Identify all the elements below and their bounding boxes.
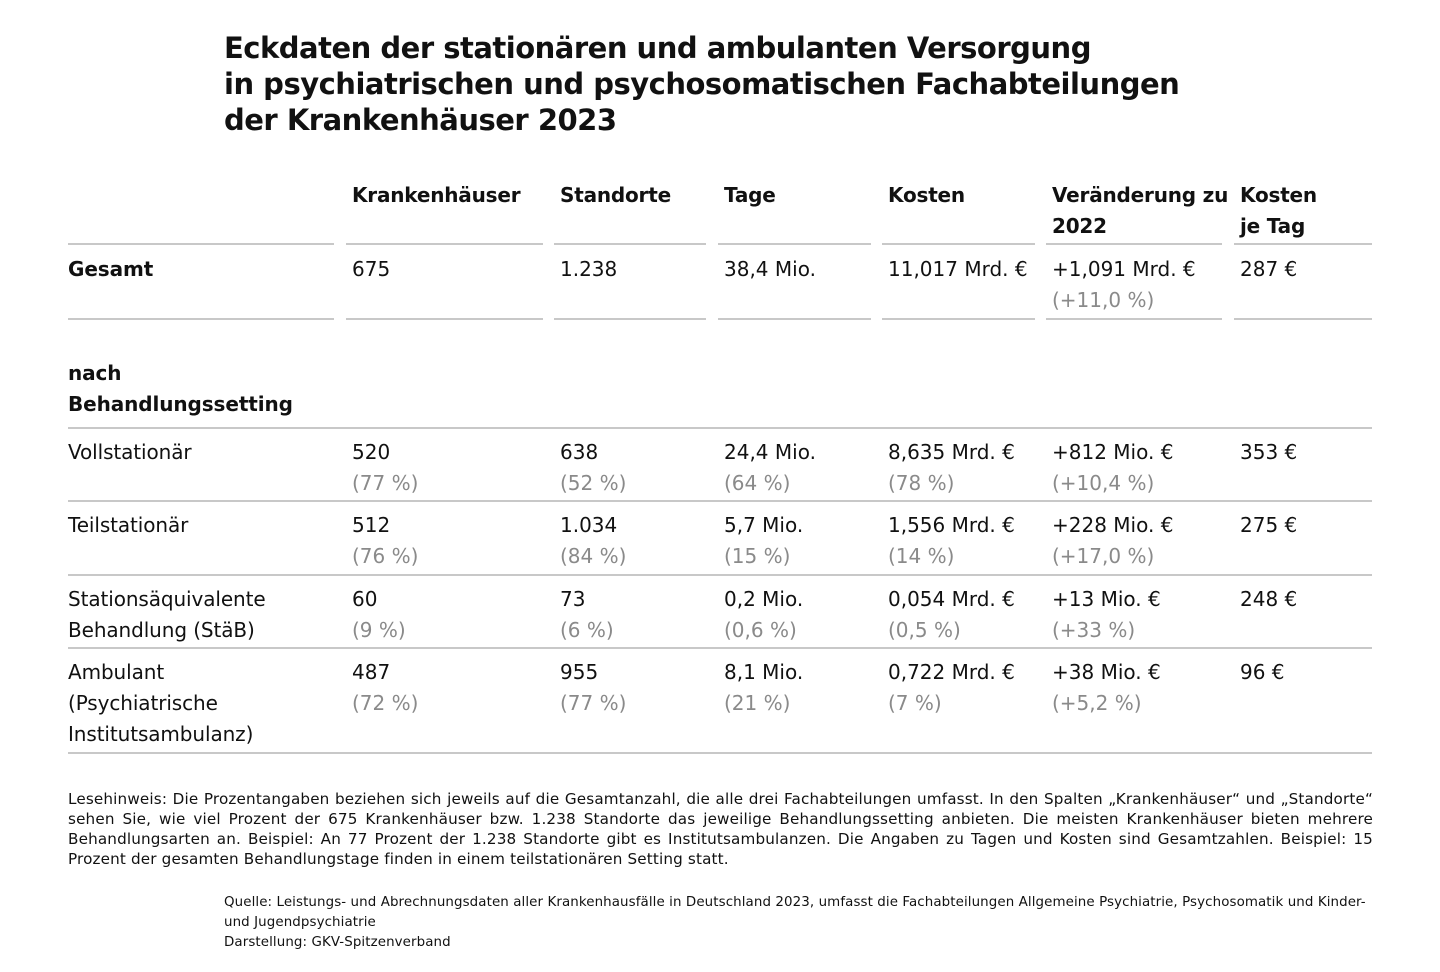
divider	[68, 500, 1372, 502]
section-label-line: nach	[68, 361, 122, 385]
cell-value: 1,556 Mrd. €	[888, 513, 1015, 537]
cell-tage: 38,4 Mio.	[724, 257, 816, 281]
header-tage: Tage	[724, 183, 776, 207]
cell-percent: (78 %)	[888, 471, 955, 495]
title-line: Eckdaten der stationären und ambulanten Versorgung	[224, 31, 1091, 65]
cell-percent: (+5,2 %)	[1052, 691, 1142, 715]
row-label-line: Vollstationär	[68, 440, 192, 464]
cell-kosten-je-tag: 248 €	[1240, 587, 1298, 611]
cell-krankenhaeuser	[352, 657, 418, 719]
cell-percent: (6 %)	[560, 618, 614, 642]
cell-percent: (77 %)	[352, 471, 419, 495]
cell-veraenderung	[1052, 657, 1161, 719]
cell-value: 60	[352, 587, 378, 611]
source-line: und Jugendpsychiatrie	[224, 915, 376, 930]
cell-percent: (77 %)	[560, 691, 627, 715]
divider	[68, 647, 1372, 649]
cell-kosten	[888, 657, 1015, 719]
cell-value: 24,4 Mio.	[724, 440, 816, 464]
cell-tage	[724, 584, 803, 646]
cell-value: +1,091 Mrd. €	[1052, 257, 1196, 281]
cell-veraenderung	[1052, 437, 1173, 499]
cell-value: 520	[352, 440, 391, 464]
header-krankenhaeuser: Krankenhäuser	[352, 183, 521, 207]
cell-value: 638	[560, 440, 599, 464]
section-label-line: Behandlungssetting	[68, 392, 293, 416]
divider	[718, 318, 871, 320]
divider	[1234, 243, 1372, 245]
divider	[346, 243, 543, 245]
cell-krankenhaeuser	[352, 437, 418, 499]
cell-value: +228 Mio. €	[1052, 513, 1174, 537]
cell-tage	[724, 657, 803, 719]
cell-krankenhaeuser	[352, 510, 418, 572]
cell-standorte	[560, 657, 626, 719]
cell-value: 487	[352, 660, 391, 684]
row-label-line: Institutsambulanz)	[68, 722, 254, 746]
cell-value: 8,635 Mrd. €	[888, 440, 1015, 464]
cell-percent: (9 %)	[352, 618, 406, 642]
cell-tage	[724, 510, 803, 572]
cell-kosten	[888, 510, 1015, 572]
cell-percent: (84 %)	[560, 544, 627, 568]
header-kosten-je-tag-line: je Tag	[1240, 214, 1306, 238]
cell-percent: (52 %)	[560, 471, 627, 495]
row-label-line: Behandlung (StäB)	[68, 618, 255, 642]
cell-percent: (+17,0 %)	[1052, 544, 1155, 568]
divider	[68, 243, 334, 245]
row-label	[68, 437, 192, 468]
divider	[346, 318, 543, 320]
header-kosten-je-tag	[1240, 180, 1317, 242]
cell-veraenderung	[1052, 584, 1161, 646]
cell-krankenhaeuser	[352, 584, 406, 646]
cell-percent: (+10,4 %)	[1052, 471, 1155, 495]
cell-veraenderung	[1052, 254, 1196, 316]
divider	[554, 318, 706, 320]
cell-percent: (15 %)	[724, 544, 791, 568]
title-line: der Krankenhäuser 2023	[224, 103, 617, 137]
cell-percent: (+33 %)	[1052, 618, 1136, 642]
divider	[882, 318, 1035, 320]
divider	[1234, 318, 1372, 320]
cell-percent: (21 %)	[724, 691, 791, 715]
cell-value: 1.034	[560, 513, 618, 537]
cell-percent: (0,6 %)	[724, 618, 797, 642]
divider	[68, 752, 1372, 754]
header-veraenderung	[1052, 180, 1228, 242]
cell-value: 955	[560, 660, 599, 684]
row-label-line: Stationsäquivalente	[68, 587, 266, 611]
cell-percent: (+11,0 %)	[1052, 288, 1155, 312]
cell-value: 512	[352, 513, 391, 537]
divider	[68, 427, 1372, 429]
header-veraenderung-line: Veränderung zu	[1052, 183, 1229, 207]
source-line: Darstellung: GKV-Spitzenverband	[224, 935, 451, 950]
cell-standorte	[560, 437, 626, 499]
cell-percent: (64 %)	[724, 471, 791, 495]
cell-percent: (7 %)	[888, 691, 942, 715]
source-credits	[224, 893, 1394, 953]
cell-percent: (76 %)	[352, 544, 419, 568]
divider	[882, 243, 1035, 245]
page-title	[224, 30, 1224, 138]
cell-percent: (0,5 %)	[888, 618, 961, 642]
divider	[1046, 318, 1222, 320]
cell-value: 0,2 Mio.	[724, 587, 804, 611]
header-veraenderung-line: 2022	[1052, 214, 1107, 238]
divider	[1046, 243, 1222, 245]
row-label-line: Teilstationär	[68, 513, 189, 537]
source-line: Quelle: Leistungs- und Abrechnungsdaten aller Krankenhausfälle in Deutschland 2023, umfasst die Fachabteilungen Allgemeine Psychiatrie, Psychosomatik und Kinder-	[224, 895, 1366, 910]
row-label	[68, 584, 266, 646]
cell-value: 0,054 Mrd. €	[888, 587, 1015, 611]
cell-standorte: 1.238	[560, 257, 618, 281]
divider	[68, 574, 1372, 576]
cell-value: +812 Mio. €	[1052, 440, 1174, 464]
cell-kosten	[888, 584, 1015, 646]
cell-standorte	[560, 510, 626, 572]
reading-note: Lesehinweis: Die Prozentangaben beziehen sich jeweils auf die Gesamtanzahl, die alle drei Fachabteilungen umfasst. In den Spalten „Krankenhäuser“ und „Standorte“ sehen Sie, wie viel Prozent der 675 Krankenhäuser bzw. 1.238 Standorte das jeweilige Behandlungssetting anbieten. Die meisten Krankenhäuser bieten mehrere Behandlungsarten an. Beispiel: An 77 Prozent der 1.238 Standorte gibt es Institutsambulanzen. Die Angaben zu Tagen und Kosten sind Gesamtzahlen. Beispiel: 15 Prozent der gesamten Behandlungstage finden in einem teilstationären Setting statt.	[68, 790, 1373, 868]
cell-kosten-je-tag: 96 €	[1240, 660, 1285, 684]
row-label	[68, 657, 253, 750]
header-kosten: Kosten	[888, 183, 965, 207]
cell-value: 0,722 Mrd. €	[888, 660, 1015, 684]
row-label-line: Ambulant	[68, 660, 165, 684]
cell-percent: (14 %)	[888, 544, 955, 568]
cell-kosten-je-tag: 275 €	[1240, 513, 1298, 537]
section-label	[68, 358, 293, 420]
cell-value: 8,1 Mio.	[724, 660, 804, 684]
divider	[718, 243, 871, 245]
title-line: in psychiatrischen und psychosomatischen Fachabteilungen	[224, 67, 1180, 101]
cell-tage	[724, 437, 816, 499]
row-label: Gesamt	[68, 257, 154, 281]
row-label-line: (Psychiatrische	[68, 691, 218, 715]
header-standorte: Standorte	[560, 183, 671, 207]
header-kosten-je-tag-line: Kosten	[1240, 183, 1317, 207]
cell-kosten-je-tag: 353 €	[1240, 440, 1298, 464]
divider	[68, 318, 334, 320]
cell-value: +13 Mio. €	[1052, 587, 1161, 611]
cell-value: 73	[560, 587, 586, 611]
cell-kosten	[888, 437, 1015, 499]
cell-standorte	[560, 584, 614, 646]
cell-kosten: 11,017 Mrd. €	[888, 257, 1028, 281]
divider	[554, 243, 706, 245]
cell-percent: (72 %)	[352, 691, 419, 715]
cell-veraenderung	[1052, 510, 1173, 572]
cell-value: 5,7 Mio.	[724, 513, 804, 537]
cell-kosten-je-tag: 287 €	[1240, 257, 1298, 281]
cell-krankenhaeuser: 675	[352, 257, 391, 281]
cell-value: +38 Mio. €	[1052, 660, 1161, 684]
row-label	[68, 510, 188, 541]
